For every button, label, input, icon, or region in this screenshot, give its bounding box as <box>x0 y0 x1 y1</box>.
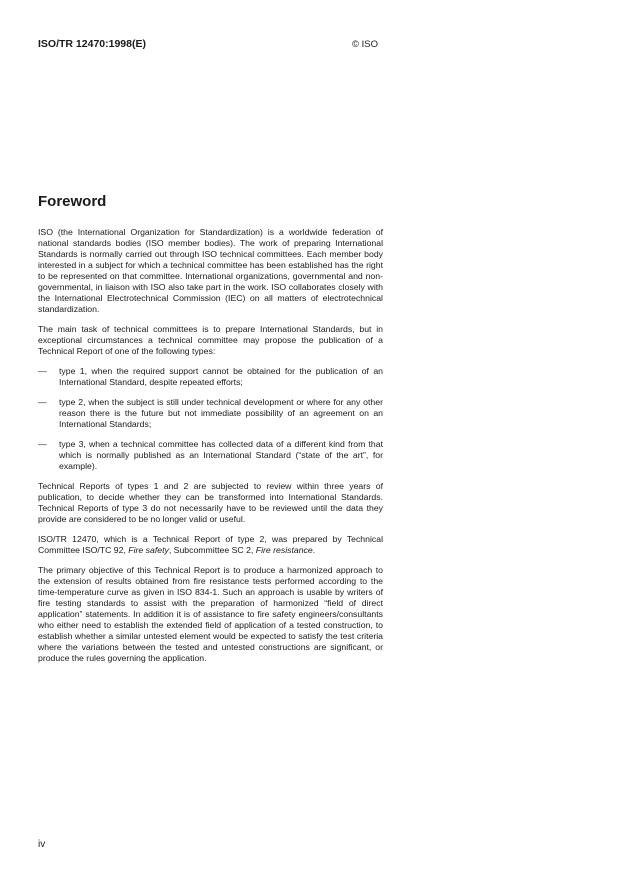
document-id: ISO/TR 12470:1998(E) <box>38 38 146 50</box>
dash-bullet: — <box>38 366 47 376</box>
foreword-body <box>38 227 383 673</box>
list-item <box>38 366 383 388</box>
paragraph-objective: The primary objective of this Technical Report is to produce a harmonized approach to the extension of results obtained from fire resistance tests performed according to the time-temperature curve as given in ISO 834-1. Such an approach is usable by writers of fire testing standards to assist with the preparation of harmonized “field of direct application” statements. In addition it is of assistance to fire safety engineers/consultants who either need to establish the extended field of application of a tested construction, to establish whether a similar untested element would be expected to satisfy the test criteria where the variations between the tested and untested constructions are significant, or produce the rules governing the application. <box>38 565 383 663</box>
list-item <box>38 439 383 472</box>
paragraph-preparation <box>38 534 383 556</box>
page-number: iv <box>38 839 46 850</box>
page-title: Foreword <box>38 193 107 210</box>
subcommittee-name-fire-resistance: Fire resistance <box>255 545 313 555</box>
copyright-notice: © ISO <box>352 39 379 50</box>
paragraph-main-task: The main task of technical committees is to prepare International Standards, but in exceptional circumstances a technical committee may propose the publication of a Technical Report of one of the following types: <box>38 324 383 356</box>
list-item-text: type 3, when a technical committee has collected data of a different kind from that which is normally published as an International Standard (“state of the art”, for example). <box>59 439 383 471</box>
list-item <box>38 397 383 430</box>
dash-bullet: — <box>38 397 47 407</box>
paragraph-iso-overview: ISO (the International Organization for Standardization) is a worldwide federation of national standards bodies (ISO member bodies). The work of preparing International Standards is normally carried out through ISO technical committees. Each member body interested in a subject for which a technical committee has been established has the right to be represented on that committee. International organizations, governmental and non-governmental, in liaison with ISO also take part in the work. ISO collaborates closely with the International Electrotechnical Commission (IEC) on all matters of electrotechnical standardization. <box>38 227 383 314</box>
list-item-text: type 1, when the required support cannot be obtained for the publication of an International Standard, despite repeated efforts; <box>59 366 383 387</box>
committee-name-fire-safety: Fire safety <box>128 545 169 555</box>
list-item-text: type 2, when the subject is still under technical development or where for any other reason there is the future but not immediate possibility of an agreement on an International Standards; <box>59 397 383 429</box>
dash-bullet: — <box>38 439 47 449</box>
paragraph-review: Technical Reports of types 1 and 2 are subjected to review within three years of publication, to decide whether they can be transformed into International Standards. Technical Reports of type 3 do not necessarily have to be reviewed until the data they provide are considered to be no longer valid or useful. <box>38 481 383 524</box>
preparation-text: ISO/TR 12470, which is a Technical Report of type 2, was prepared by Technical Committee ISO/TC 92, <box>38 534 383 555</box>
preparation-text-sc: , Subcommittee SC 2, <box>168 545 256 555</box>
report-types-list <box>38 366 383 472</box>
preparation-text-end: . <box>312 545 316 555</box>
